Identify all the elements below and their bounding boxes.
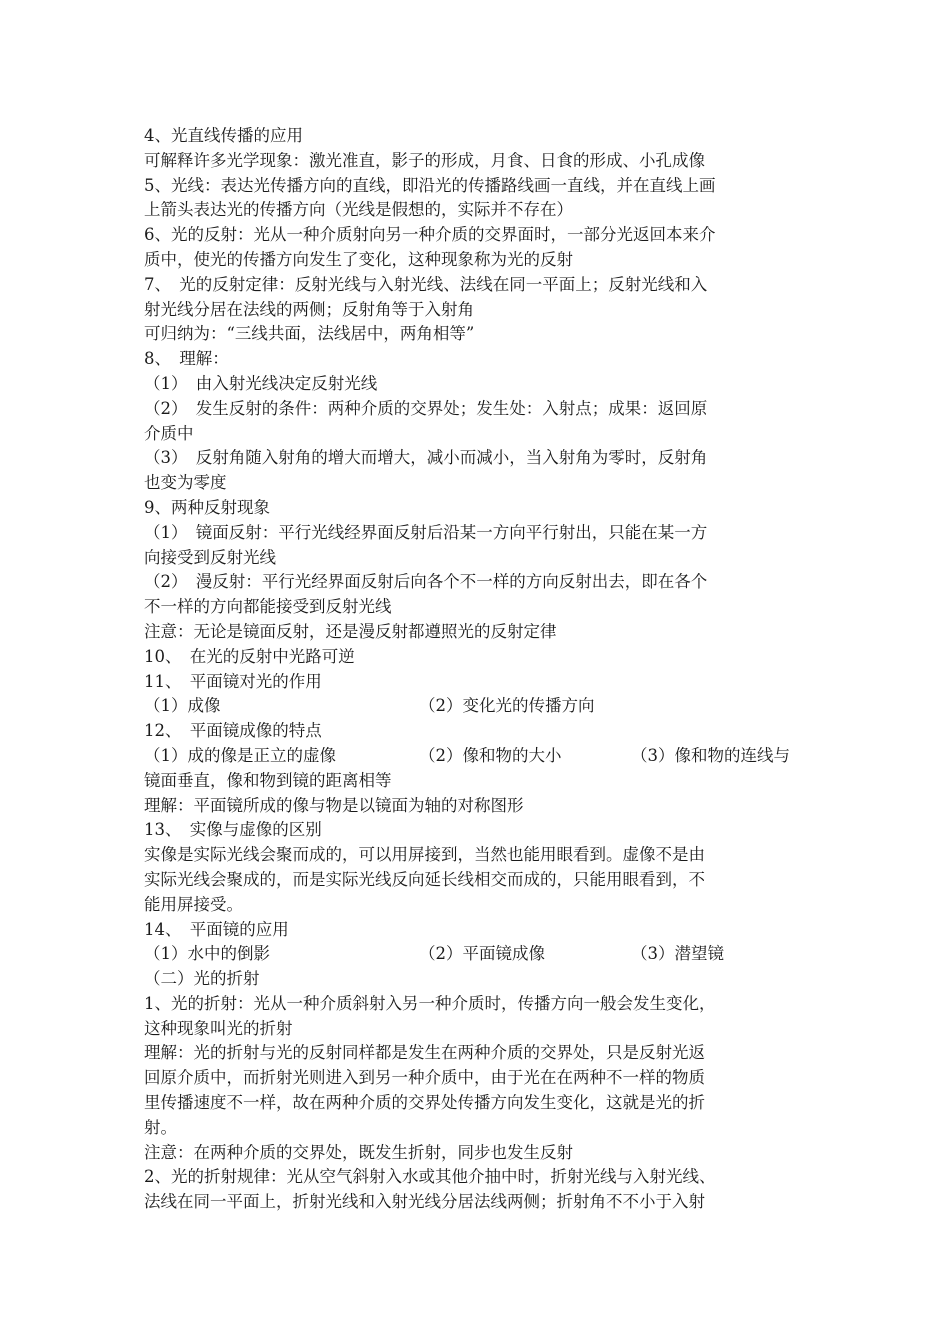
list-item: （1） 镜面反射：平行光线经界面反射后沿某一方向平行射出，只能在某一方: [144, 522, 708, 542]
list-item: （2）变化光的传播方向: [419, 696, 595, 716]
note-line: 注意：无论是镜面反射，还是漫反射都遵照光的反射定律: [144, 621, 557, 641]
text-line: 介质中: [144, 423, 194, 443]
text-line: 向接受到反射光线: [144, 547, 276, 567]
list-item: （2）像和物的大小: [419, 745, 562, 765]
document-body: [144, 124, 814, 1215]
text-line: 1、光的折射：光从一种介质斜射入另一种介质时，传播方向一般会发生变化，: [144, 993, 716, 1013]
text-line: 能用屏接受。: [144, 894, 243, 914]
text-line: 法线在同一平面上，折射光线和入射光线分居法线两侧；折射角不不小于入射: [144, 1192, 705, 1212]
heading-5: 5、光线：表达光传播方向的直线，即沿光的传播路线画一直线，并在直线上画: [144, 175, 716, 195]
text-line: 这种现象叫光的折射: [144, 1018, 293, 1038]
heading-4: 4、光直线传播的应用: [144, 126, 303, 145]
row-14-items: [144, 942, 814, 967]
heading-6: 6、光的反射：光从一种介质射向另一种介质的交界面时，一部分光返回本来介: [144, 225, 716, 245]
list-item: （1）成像: [144, 696, 221, 716]
text-line: 射。: [144, 1117, 177, 1137]
text-line: 2、光的折射规律：光从空气斜射入水或其他介抽中时，折射光线与入射光线、: [144, 1167, 716, 1187]
list-item: （1） 由入射光线决定反射光线: [144, 373, 378, 393]
list-item: （2）平面镜成像: [419, 944, 545, 964]
list-item: （3）像和物的连线与: [631, 745, 790, 765]
text-line: 回原介质中，而折射光则进入到另一种介质中，由于光在在两种不一样的物质: [144, 1068, 705, 1088]
text-line: 里传播速度不一样，故在两种介质的交界处传播方向发生变化，这就是光的折: [144, 1093, 705, 1113]
text-line: 射光线分居在法线的两侧；反射角等于入射角: [144, 299, 474, 319]
text-line: 也变为零度: [144, 473, 227, 493]
heading-7: 7、 光的反射定律：反射光线与入射光线、法线在同一平面上；反射光线和入: [144, 274, 708, 294]
heading-9: 9、两种反射现象: [144, 497, 270, 517]
heading-8: 8、 理解：: [144, 349, 229, 369]
heading-13: 13、 实像与虚像的区别: [144, 820, 322, 840]
list-item: （3）潜望镜: [631, 944, 724, 964]
note-line: 注意：在两种介质的交界处，既发生折射，同步也发生反射: [144, 1142, 573, 1162]
text-line: 可解释许多光学现象：激光准直，影子的形成，月食、日食的形成、小孔成像: [144, 150, 705, 170]
list-item: （3） 反射角随入射角的增大而增大，减小而减小，当入射角为零时，反射角: [144, 448, 708, 468]
heading-11: 11、 平面镜对光的作用: [144, 671, 322, 691]
row-12-items: [144, 744, 814, 769]
text-line: 不一样的方向都能接受到反射光线: [144, 597, 392, 617]
heading-14: 14、 平面镜的应用: [144, 919, 289, 939]
text-line: 理解：光的折射与光的反射同样都是发生在两种介质的交界处，只是反射光返: [144, 1043, 705, 1063]
text-line: 镜面垂直，像和物到镜的距离相等: [144, 770, 392, 790]
heading-10: 10、 在光的反射中光路可逆: [144, 646, 355, 666]
list-item: （1）水中的倒影: [144, 944, 270, 964]
list-item: （2） 漫反射：平行光经界面反射后向各个不一样的方向反射出去，即在各个: [144, 572, 708, 592]
text-line: 可归纳为：“三线共面，法线居中，两角相等”: [144, 324, 475, 344]
heading-12: 12、 平面镜成像的特点: [144, 721, 322, 741]
text-line: 质中，使光的传播方向发生了变化，这种现象称为光的反射: [144, 249, 573, 269]
row-11-items: [144, 694, 814, 719]
section-heading: （二）光的折射: [144, 969, 260, 989]
text-line: 实像是实际光线会聚而成的，可以用屏接到，当然也能用眼看到。虚像不是由: [144, 845, 705, 865]
list-item: （1）成的像是正立的虚像: [144, 745, 336, 765]
text-line: 上箭头表达光的传播方向（光线是假想的，实际并不存在）: [144, 200, 573, 220]
list-item: （2） 发生反射的条件：两种介质的交界处；发生处：入射点；成果：返回原: [144, 398, 708, 418]
text-line: 理解：平面镜所成的像与物是以镜面为轴的对称图形: [144, 795, 524, 815]
text-line: 实际光线会聚成的，而是实际光线反向延长线相交而成的，只能用眼看到，不: [144, 869, 705, 889]
